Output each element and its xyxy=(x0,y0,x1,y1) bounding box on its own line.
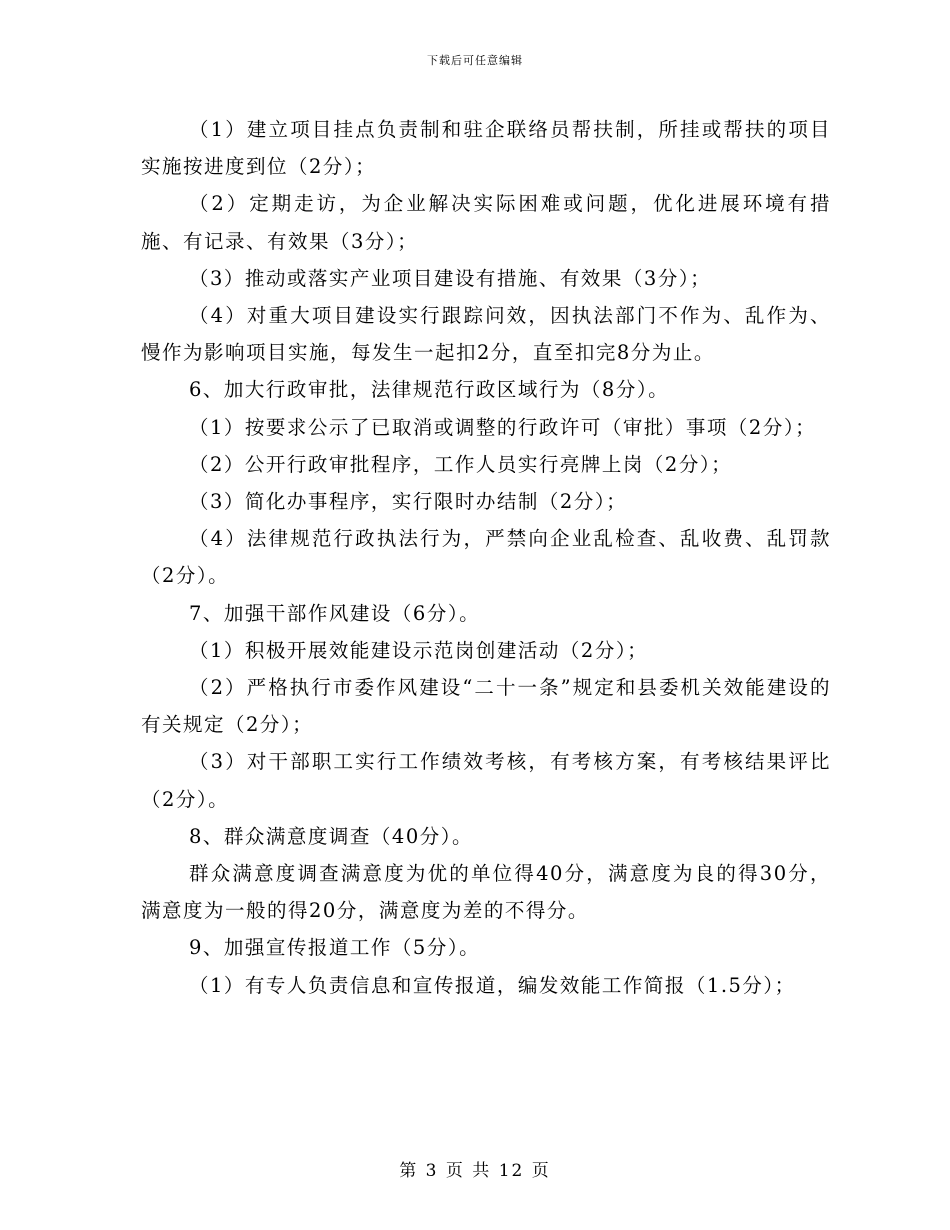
document-body xyxy=(141,111,831,1004)
paragraph: （1）积极开展效能建设示范岗创建活动（2分）； xyxy=(189,638,649,662)
section-heading-8: 8、群众满意度调查（40分）。 xyxy=(189,824,473,848)
paragraph: （3）对干部职工实行工作绩效考核，有考核方案，有考核结果评比（2分）。 xyxy=(141,750,831,811)
paragraph: （4）法律规范行政执法行为，严禁向企业乱检查、乱收费、乱罚款（2分）。 xyxy=(141,527,831,588)
section-heading-9: 9、加强宣传报道工作（5分）。 xyxy=(189,936,481,960)
section-heading-7: 7、加强干部作风建设（6分）。 xyxy=(189,601,481,625)
paragraph: （1）按要求公示了已取消或调整的行政许可（审批）事项（2分）； xyxy=(189,415,817,439)
paragraph: （2）严格执行市委作风建设“二十一条”规定和县委机关效能建设的有关规定（2分）； xyxy=(141,676,831,737)
page-header-note: 下载后可任意编辑 xyxy=(427,54,523,67)
paragraph: （4）对重大项目建设实行跟踪问效，因执法部门不作为、乱作为、慢作为影响项目实施，每发生一起扣2分，直至扣完8分为止。 xyxy=(141,304,831,365)
paragraph: （1）有专人负责信息和宣传报道，编发效能工作简报（1.5分）； xyxy=(189,973,796,997)
section-heading-6: 6、加大行政审批，法律规范行政区域行为（8分）。 xyxy=(189,378,670,402)
paragraph: 群众满意度调查满意度为优的单位得40分，满意度为良的得30分，满意度为一般的得20分，满意度为差的不得分。 xyxy=(141,862,831,923)
paragraph: （3）推动或落实产业项目建设有措施、有效果（3分）； xyxy=(189,266,712,290)
paragraph: （3）简化办事程序，实行限时办结制（2分）； xyxy=(189,490,628,514)
paragraph: （1）建立项目挂点负责制和驻企联络员帮扶制，所挂或帮扶的项目实施按进度到位（2分）； xyxy=(141,118,831,179)
paragraph: （2）定期走访，为企业解决实际困难或问题，优化进展环境有措施、有记录、有效果（3分）； xyxy=(141,192,831,253)
page-number: 第 3 页 共 12 页 xyxy=(399,1161,551,1181)
paragraph: （2）公开行政审批程序，工作人员实行亮牌上岗（2分）； xyxy=(189,452,733,476)
